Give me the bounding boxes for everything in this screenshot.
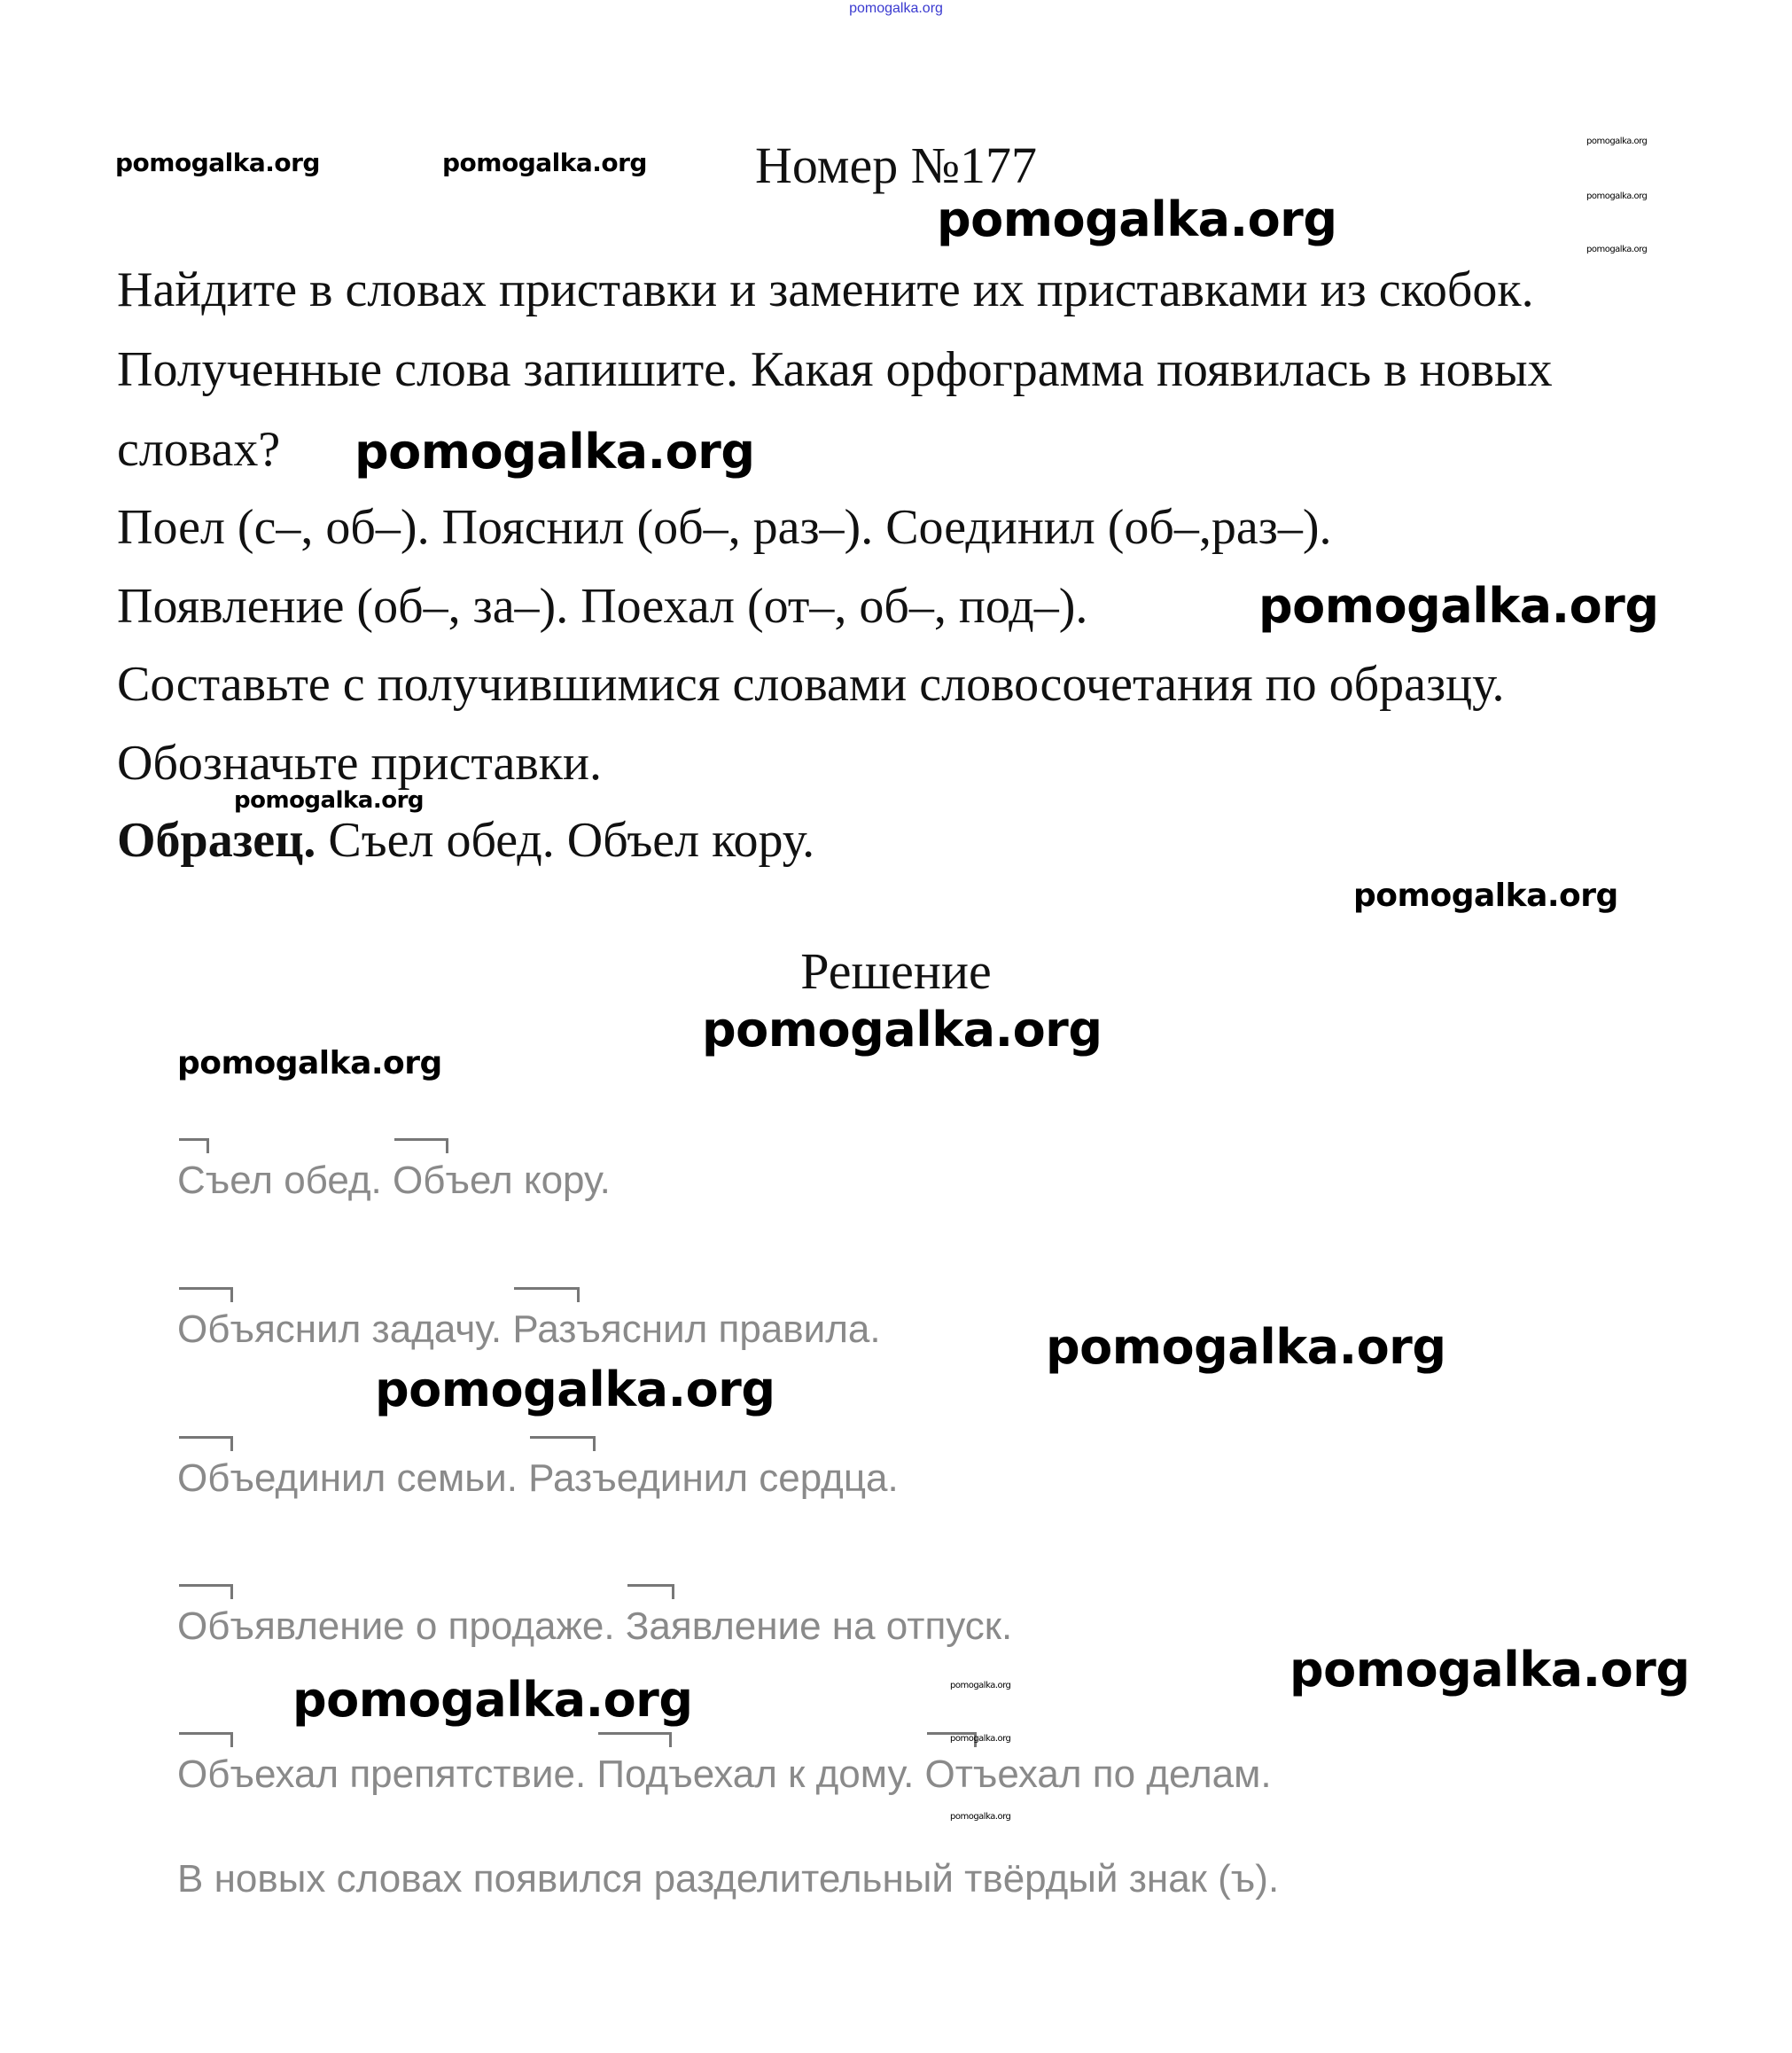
sample-label: Образец.	[117, 813, 316, 868]
word-rest: ъел кору.	[445, 1159, 611, 1202]
watermark: pomogalka.org	[1353, 878, 1618, 914]
watermark: pomogalka.org	[355, 424, 755, 480]
prefix: Об	[177, 1456, 230, 1500]
sample-line	[117, 813, 815, 868]
watermark: pomogalka.org	[702, 1002, 1102, 1058]
watermark: pomogalka.org	[950, 1812, 1011, 1822]
word-rest: ъехал препятствие.	[230, 1752, 597, 1796]
watermark: pomogalka.org	[1289, 1642, 1690, 1698]
watermark: pomogalka.org	[1586, 137, 1648, 146]
watermark: pomogalka.org	[177, 1045, 442, 1081]
solution-title: Решение	[800, 942, 992, 1000]
watermark: pomogalka.org	[950, 1734, 1011, 1744]
watermark: pomogalka.org	[375, 1362, 775, 1417]
solution-line	[177, 1161, 611, 1200]
word-rest: ъел обед.	[205, 1159, 393, 1202]
watermark: pomogalka.org	[115, 148, 320, 177]
watermark: pomogalka.org	[442, 148, 647, 177]
prefix: С	[177, 1159, 206, 1202]
word-rest: ъединил сердца.	[592, 1456, 899, 1500]
word-rest: ъяснил задачу.	[230, 1308, 513, 1351]
top-site-link[interactable]: pomogalka.org	[849, 1, 943, 16]
word-rest: ъехал по делам.	[972, 1752, 1272, 1796]
prefix: Об	[177, 1752, 230, 1796]
task-line: Полученные слова запишите. Какая орфограмма появилась в новых	[117, 342, 1553, 397]
solution-line	[177, 1456, 899, 1500]
watermark: pomogalka.org	[1258, 578, 1659, 634]
solution-conclusion: В новых словах появился разделительный твёрдый знак (ъ).	[177, 1857, 1280, 1901]
prefix: За	[625, 1604, 671, 1648]
solution-line	[177, 1604, 1013, 1648]
watermark: pomogalka.org	[937, 191, 1337, 247]
task-line: словах?	[117, 422, 281, 477]
watermark: pomogalka.org	[1586, 245, 1648, 254]
prefix: Раз	[528, 1456, 593, 1500]
watermark: pomogalka.org	[1586, 191, 1648, 201]
prefix: Об	[177, 1604, 230, 1648]
task-line: Появление (об–, за–). Поехал (от–, об–, под–).	[117, 579, 1088, 634]
watermark: pomogalka.org	[234, 787, 425, 814]
page-title: Номер №177	[754, 137, 1038, 194]
prefix: Об	[393, 1159, 446, 1202]
prefix: Под	[596, 1752, 669, 1796]
word-rest: ъяснил правила.	[576, 1308, 881, 1351]
task-line: Найдите в словах приставки и замените их приставками из скобок.	[117, 262, 1534, 317]
task-line: Поел (с–, об–). Пояснил (об–, раз–). Соединил (об–,раз–).	[117, 500, 1332, 555]
task-line: Обозначьте приставки.	[117, 736, 602, 791]
solution-line	[177, 1310, 881, 1349]
word-rest: ъединил семьи.	[230, 1456, 529, 1500]
prefix: Раз	[512, 1308, 577, 1351]
word-rest: ъехал к дому.	[668, 1752, 925, 1796]
task-line: Составьте с получившимися словами словосочетания по образцу.	[117, 657, 1505, 712]
watermark: pomogalka.org	[950, 1681, 1011, 1690]
watermark: pomogalka.org	[292, 1672, 693, 1728]
solution-line	[177, 1752, 1272, 1796]
word-rest: явление на отпуск.	[670, 1604, 1013, 1648]
watermark: pomogalka.org	[1046, 1319, 1446, 1375]
sample-text: Съел обед. Объел кору.	[316, 813, 815, 868]
prefix: Об	[177, 1308, 230, 1351]
word-rest: ъявление о продаже.	[230, 1604, 626, 1648]
prefix: От	[924, 1752, 973, 1796]
